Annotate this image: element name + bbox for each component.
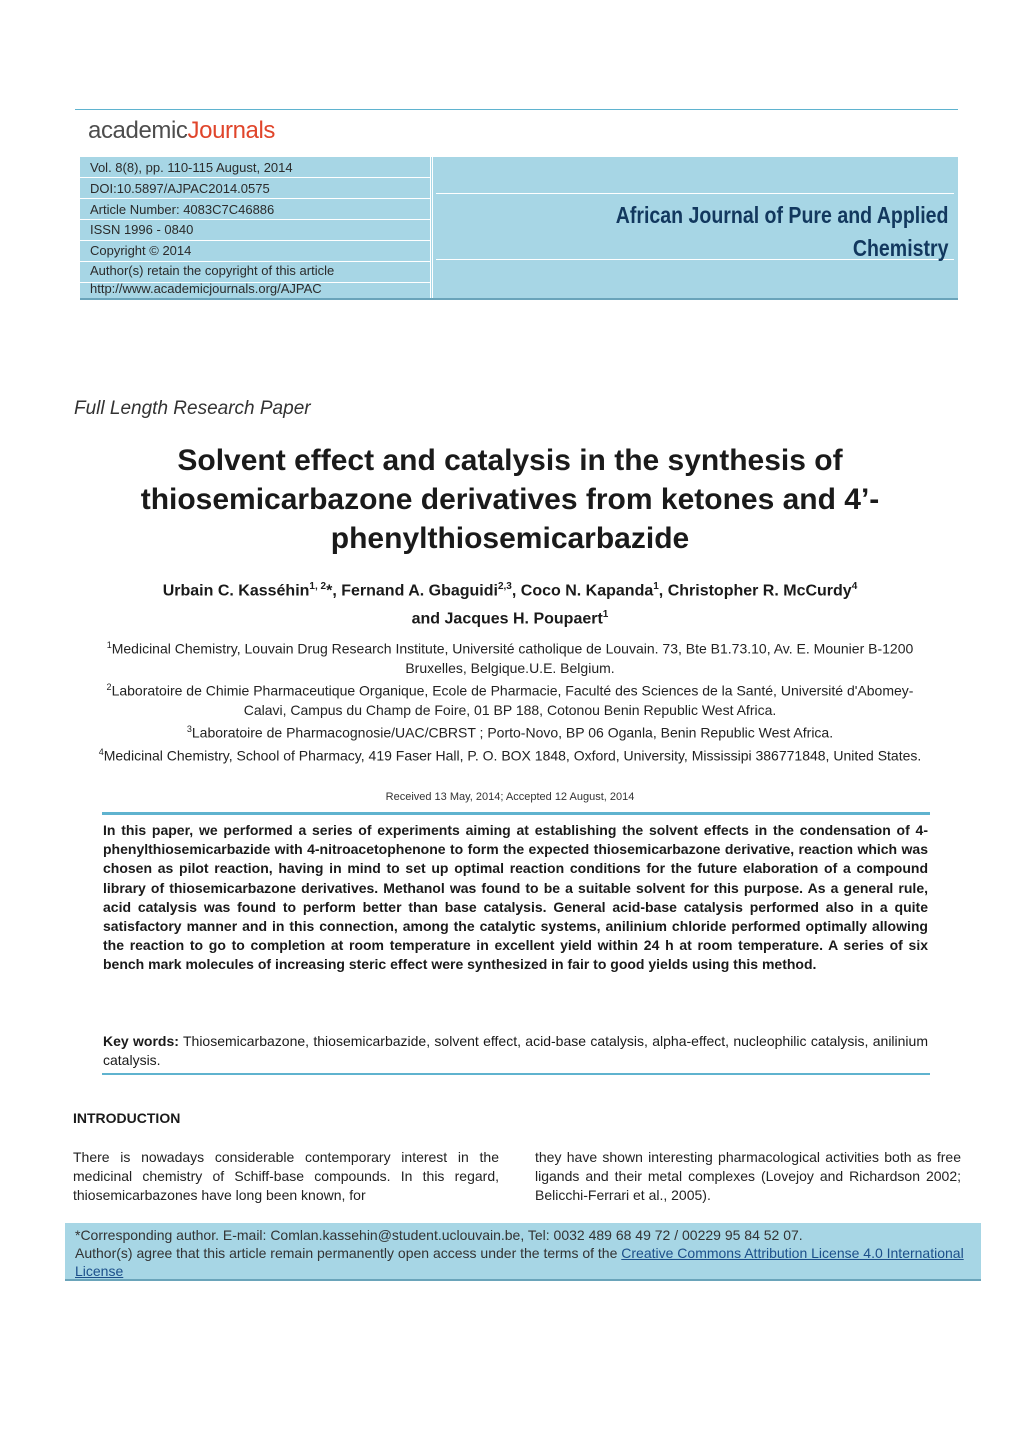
issn-info: ISSN 1996 - 0840 bbox=[90, 222, 194, 237]
affiliation-item bbox=[98, 636, 922, 678]
author-name: and Jacques H. Poupaert bbox=[411, 610, 603, 628]
author-corresponding-mark: *, bbox=[326, 582, 337, 600]
affiliations bbox=[98, 636, 922, 766]
doi-info: DOI:10.5897/AJPAC2014.0575 bbox=[90, 181, 270, 196]
paper-type: Full Length Research Paper bbox=[74, 398, 311, 419]
author-affil-sup: 1, 2 bbox=[309, 581, 327, 592]
info-row-line bbox=[436, 193, 954, 194]
license-prefix: Author(s) agree that this article remain permanently open access under the terms of the bbox=[75, 1245, 622, 1261]
author-rights-info: Author(s) retain the copyright of this article bbox=[90, 263, 335, 278]
journal-title bbox=[615, 199, 948, 265]
info-row-line bbox=[80, 261, 430, 262]
journal-title-line2: Chemistry bbox=[852, 235, 948, 261]
info-row-line bbox=[80, 177, 430, 178]
keywords-label: Key words: bbox=[103, 1033, 179, 1049]
logo-text-academic: academic bbox=[88, 117, 188, 144]
author-affil-sup: 1 bbox=[653, 581, 659, 592]
affiliation-number: 3 bbox=[186, 724, 192, 735]
author-separator: , bbox=[511, 582, 517, 600]
author-name: , Christopher R. McCurdy bbox=[658, 582, 852, 600]
author-affil-sup: 4 bbox=[851, 581, 858, 592]
logo-text-journals: Journals bbox=[187, 117, 276, 144]
affiliation-item bbox=[98, 678, 922, 720]
info-divider bbox=[432, 157, 433, 298]
author-affil-sup: 1 bbox=[602, 609, 609, 621]
volume-info: Vol. 8(8), pp. 110-115 August, 2014 bbox=[90, 160, 293, 175]
intro-column-left: There is nowadays considerable contemporary interest in the medicinal chemistry of Schiff-base compounds. In this regard, thiosemicarbazones have long been known, for bbox=[73, 1149, 499, 1204]
corresponding-author-note: *Corresponding author. E-mail: Comlan.kassehin@student.uclouvain.be, Tel: 0032 489 68 49 72 / 00229 95 84 52 07. bbox=[75, 1227, 803, 1243]
affiliation-item bbox=[98, 720, 922, 743]
intro-column-right: they have shown interesting pharmacological activities both as free ligands and their metal complexes (Lovejoy and Richardson 2002; Belicchi-Ferrari et al., 2005). bbox=[535, 1149, 961, 1204]
author-line-1 bbox=[60, 575, 960, 603]
journal-info-box bbox=[80, 157, 958, 300]
info-row-line bbox=[80, 219, 430, 220]
journal-title-line1: African Journal of Pure and Applied bbox=[615, 202, 948, 228]
info-row-line bbox=[80, 240, 430, 241]
section-heading-introduction: INTRODUCTION bbox=[73, 1110, 181, 1126]
keywords-text: Thiosemicarbazone, thiosemicarbazide, solvent effect, acid-base catalysis, alpha-effect, nucleophilic catalysis, anilinium catalysis. bbox=[103, 1033, 928, 1069]
affiliation-number: 1 bbox=[106, 640, 112, 650]
affiliation-text: Medicinal Chemistry, School of Pharmacy, 419 Faser Hall, P. O. BOX 1848, Oxford, University, Mississipi 386771848, United States. bbox=[103, 747, 922, 764]
affiliation-text: Laboratoire de Chimie Pharmaceutique Organique, Ecole de Pharmacie, Faculté des Sciences de la Santé, Université d'Abomey-Calavi, Campus du Champ de Foire, 01 BP 188, Cotonou Benin Republic West Africa. bbox=[111, 682, 914, 718]
author-list bbox=[60, 575, 960, 632]
license-note bbox=[75, 1244, 965, 1280]
author-affil-sup: 2,3 bbox=[497, 581, 512, 592]
article-number: Article Number: 4083C7C46886 bbox=[90, 202, 275, 217]
copyright-info: Copyright © 2014 bbox=[90, 243, 192, 258]
info-row-line bbox=[80, 198, 430, 199]
affiliation-number: 2 bbox=[106, 682, 112, 693]
author-name: Coco N. Kapanda bbox=[516, 582, 654, 600]
affiliation-number: 4 bbox=[98, 746, 104, 757]
abstract-top-rule bbox=[102, 812, 930, 815]
affiliation-text: Laboratoire de Pharmacognosie/UAC/CBRST ; Porto-Novo, BP 06 Oganla, Benin Republic West Africa. bbox=[191, 724, 834, 741]
paper-title: Solvent effect and catalysis in the synthesis of thiosemicarbazone derivatives from ketones and 4’-phenylthiosemicarbazide bbox=[140, 444, 880, 555]
abstract-bottom-rule bbox=[102, 1073, 930, 1075]
affiliation-item bbox=[98, 743, 922, 766]
abstract-text: In this paper, we performed a series of experiments aiming at establishing the solvent effects in the condensation of 4-phenylthiosemicarbazide with 4-nitroacetophenone to form the expected thiosemicarbazone derivative, reaction which was chosen as pilot reaction, having in mind to set up optimal reaction conditions for the future elaboration of a compound library of thiosemicarbazone derivatives. Methanol was found to be a suitable solvent for this purpose. As a general rule, acid catalysis was found to perform better than base catalysis. General acid-base catalysis performed also in a quite satisfactory manner and in this connection, among the catalytic systems, anilinium chloride performed optimally allowing the reaction to go to completion at room temperature in excellent yield within 24 h at room temperature. A series of six bench mark molecules of increasing steric effect were synthesized in fair to good yields using this method. bbox=[103, 822, 928, 973]
license-link[interactable]: Creative Commons Attribution License 4.0 International License bbox=[75, 1245, 964, 1279]
footnote-box bbox=[65, 1223, 981, 1281]
info-divider bbox=[430, 157, 431, 298]
affiliation-text: Medicinal Chemistry, Louvain Drug Research Institute, Université catholique de Louvain. 73, Bte B1.73.10, Av. E. Mounier B-1200 Bruxelles, Belgique.U.E. Belgium. bbox=[111, 640, 914, 676]
author-name: Fernand A. Gbaguidi bbox=[336, 582, 498, 600]
footnote-text bbox=[75, 1226, 965, 1280]
header-rule bbox=[75, 109, 958, 110]
publisher-logo bbox=[88, 117, 275, 147]
keywords bbox=[103, 1032, 928, 1070]
journal-url-link[interactable]: http://www.academicjournals.org/AJPAC bbox=[90, 281, 322, 296]
author-line-2 bbox=[60, 603, 960, 631]
author-name: Urbain C. Kasséhin bbox=[162, 582, 310, 600]
received-dates: Received 13 May, 2014; Accepted 12 August, 2014 bbox=[385, 791, 635, 803]
